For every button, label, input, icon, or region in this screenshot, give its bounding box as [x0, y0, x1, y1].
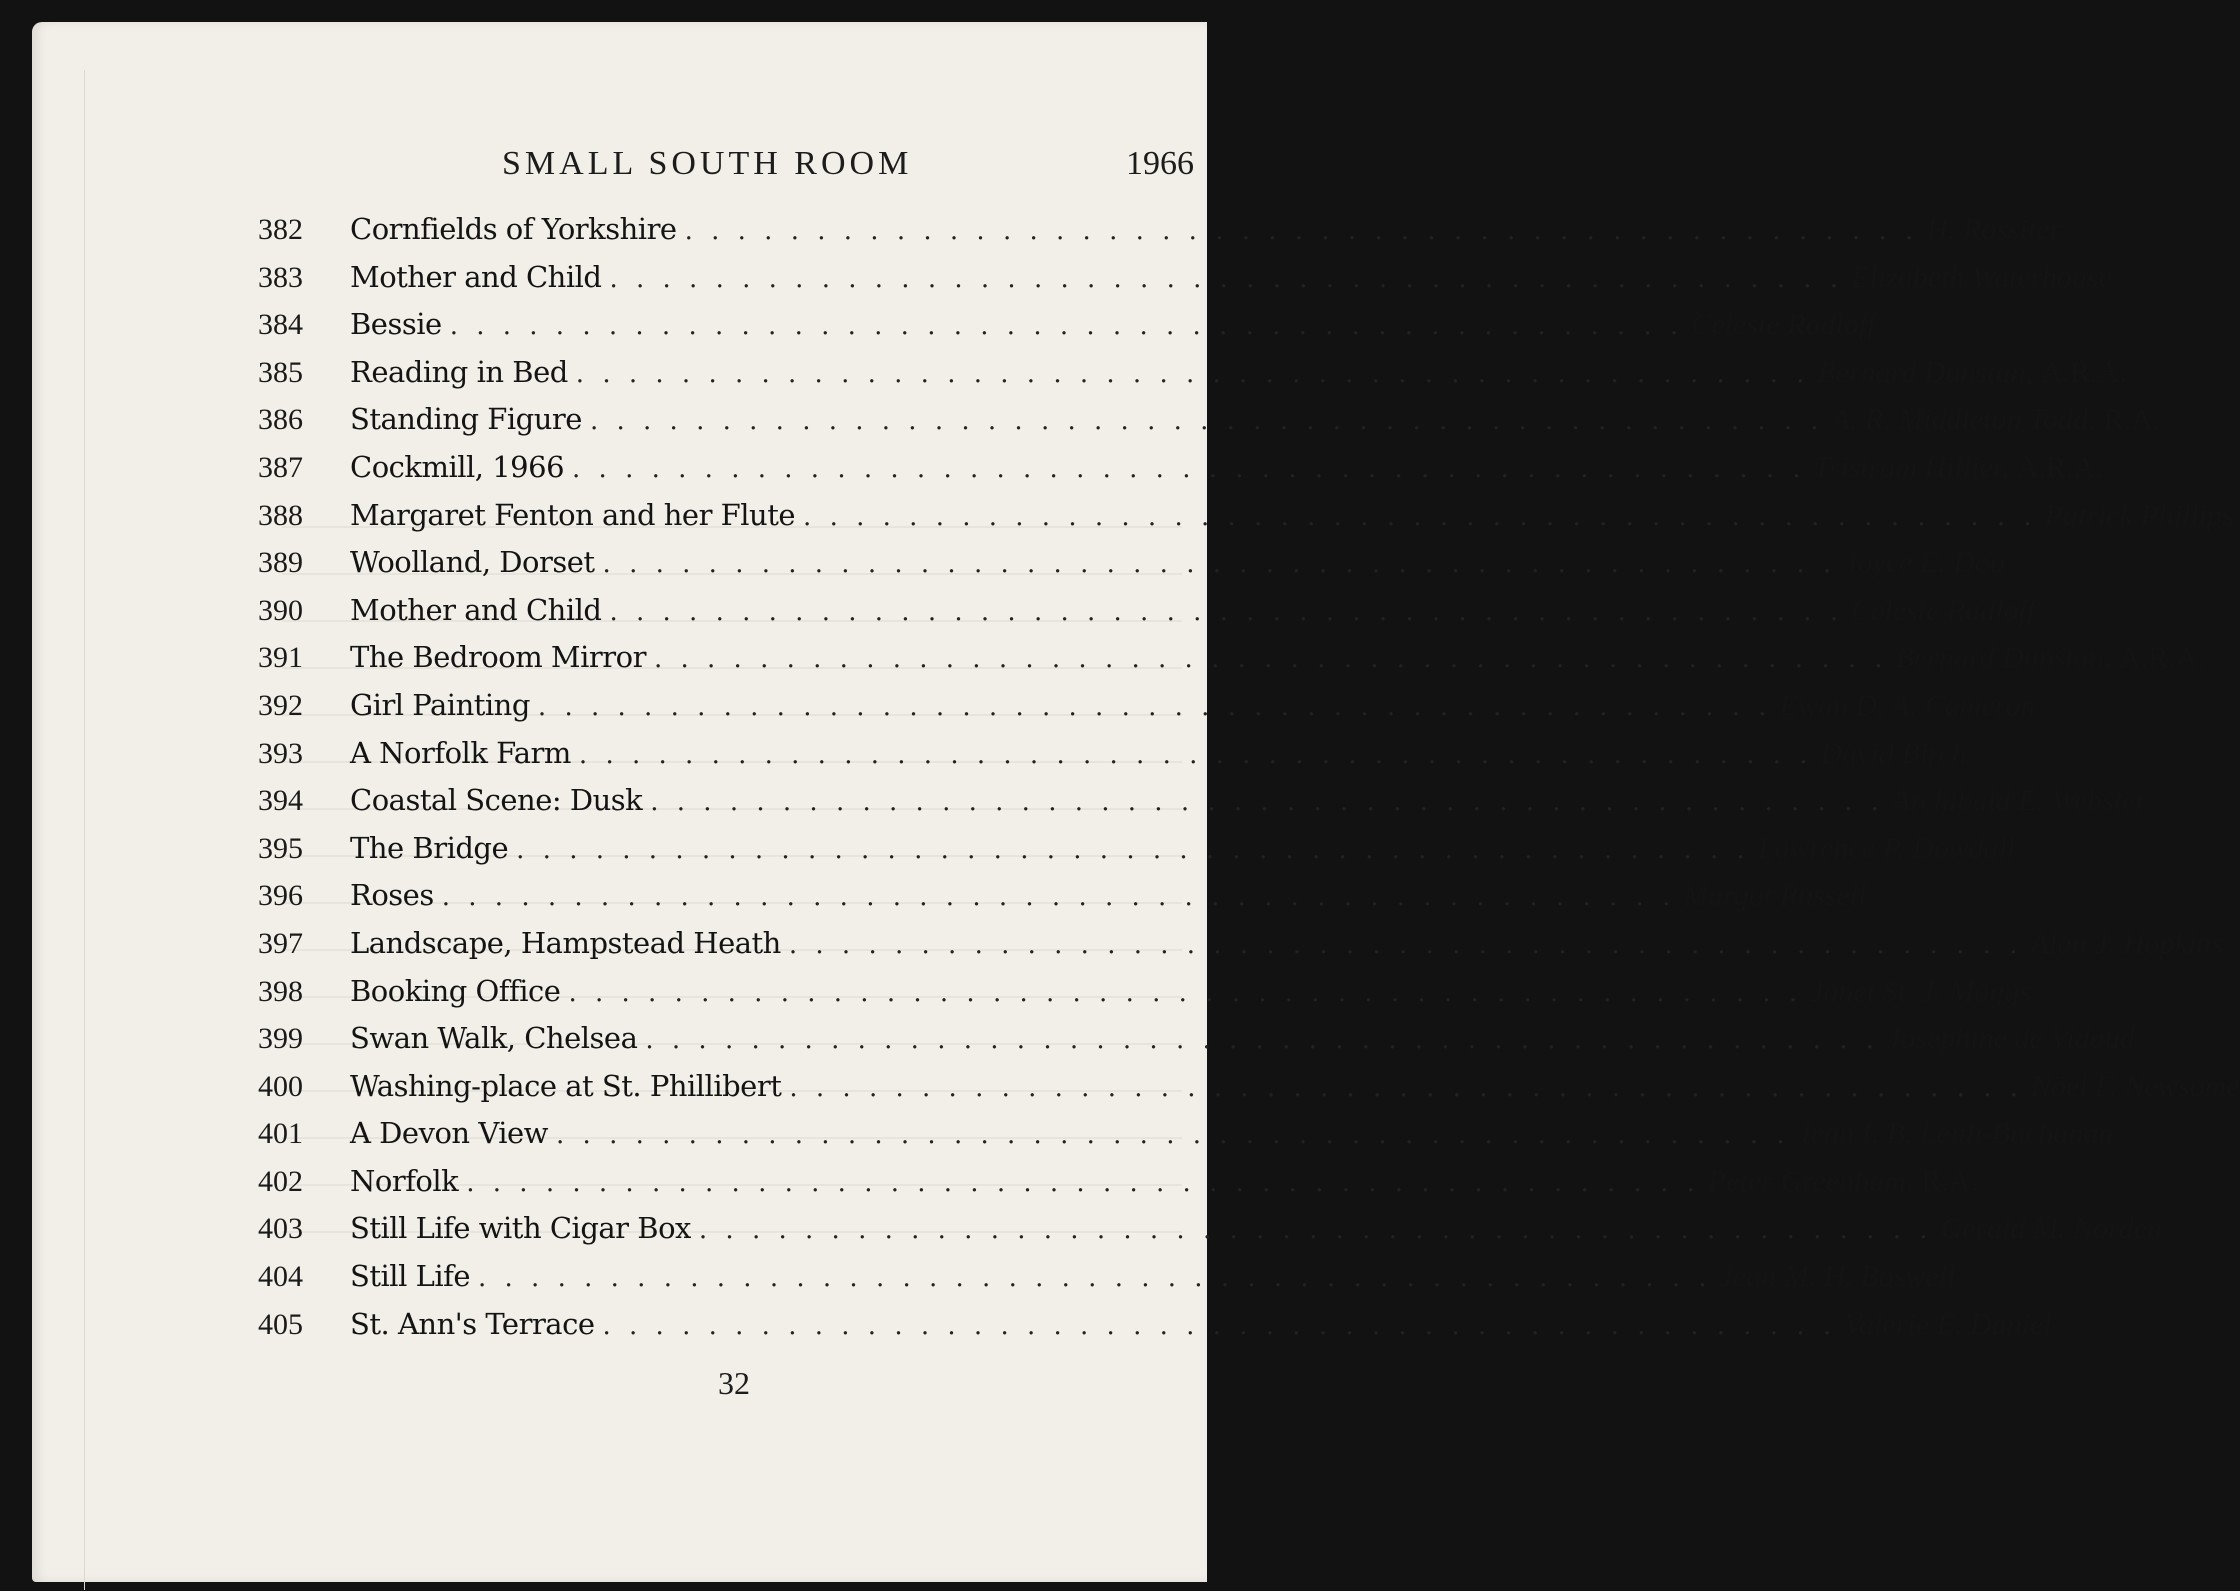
- entry-title: Still Life with Cigar Box: [350, 1211, 691, 1246]
- dot-leader: [568, 978, 1802, 1008]
- entry-title: A Devon View: [350, 1116, 549, 1151]
- catalogue-entry: [258, 830, 2016, 879]
- entry-artist: H. Rossiter: [1926, 213, 2062, 246]
- entry-number: 397: [258, 926, 303, 960]
- entry-number: 398: [258, 974, 303, 1008]
- entry-title: Mother and Child: [350, 259, 602, 294]
- entry-number: 395: [258, 831, 303, 865]
- dot-leader: [466, 1168, 1700, 1198]
- dot-leader: [699, 1215, 1933, 1245]
- catalogue-entry: [258, 449, 2103, 498]
- entry-number: 402: [258, 1164, 303, 1198]
- room-heading: SMALL SOUTH ROOM: [502, 145, 913, 182]
- entry-artist-honour: A.R.A.: [2016, 450, 2103, 484]
- entry-title: Mother and Child: [350, 592, 602, 627]
- catalogue-entry: [258, 735, 1967, 784]
- entry-number: 390: [258, 593, 303, 627]
- entry-number: 382: [258, 213, 303, 246]
- entry-number: 394: [258, 784, 303, 818]
- dot-leader: [603, 549, 1837, 579]
- dot-leader: [789, 1073, 2023, 1103]
- entry-number: 405: [258, 1307, 303, 1341]
- entry-number: 383: [258, 260, 303, 294]
- catalogue-entry: [258, 640, 2205, 688]
- entry-number: 388: [258, 498, 303, 532]
- entry-artist: Margot Russell: [1683, 879, 1867, 913]
- entry-title: Still Life: [350, 1259, 470, 1294]
- entry-title: Bessie: [350, 307, 442, 342]
- entry-artist-honour: A.R.A.: [2040, 355, 2127, 389]
- catalogue-entry: [258, 925, 2223, 974]
- entry-title: Margaret Fenton and her Flute: [350, 497, 796, 532]
- entry-title: Swan Walk, Chelsea: [350, 1021, 638, 1056]
- entry-title: Cornfields of Yorkshire: [350, 212, 677, 246]
- entry-artist: Joyce E. Doo: [1844, 546, 2005, 580]
- dot-leader: [609, 264, 1843, 294]
- entry-artist: Gerald M. Norden: [1940, 1212, 2162, 1246]
- catalogue-entry: [258, 545, 2005, 593]
- dot-leader: [603, 1311, 1837, 1341]
- entry-number: 387: [258, 450, 303, 484]
- entry-number: 396: [258, 879, 303, 913]
- dot-leader: [645, 1025, 1879, 1055]
- entry-artist: Elizabeth Waterhouse: [1851, 260, 2112, 294]
- entry-number: 404: [258, 1260, 303, 1294]
- page-number: 32: [718, 1365, 750, 1401]
- dot-leader: [538, 692, 1772, 722]
- page-edge-shadow: [84, 70, 85, 1590]
- catalogue-entry: [258, 687, 2036, 736]
- entry-number: 403: [258, 1212, 303, 1246]
- catalogue-entry: [258, 1259, 1956, 1307]
- entry-artist: A. R. Middleton Todd,: [1831, 403, 2096, 437]
- entry-number: 391: [258, 641, 303, 675]
- catalogue-entry: [258, 354, 2127, 403]
- entry-artist: Nöel F. Newsome: [2030, 1069, 2240, 1103]
- entry-title: Woolland, Dorset: [350, 545, 595, 580]
- entry-artist: Bernard Dunstan,: [1817, 355, 2033, 389]
- year-heading: 1966: [1126, 145, 1194, 182]
- dot-leader: [803, 502, 2037, 532]
- entry-number: 389: [258, 546, 303, 580]
- entry-number: 393: [258, 736, 303, 770]
- entry-title: Cockmill, 1966: [350, 449, 565, 484]
- catalogue-entry: [258, 973, 2031, 1022]
- catalogue-entry: [258, 259, 2112, 308]
- catalogue-entry: [258, 1068, 2240, 1117]
- entry-artist: David Birch: [1820, 736, 1967, 770]
- entry-title: Roses: [350, 878, 434, 913]
- dot-leader: [789, 930, 2023, 960]
- catalogue-entry: [258, 212, 2062, 260]
- entry-number: 385: [258, 355, 303, 389]
- entry-artist: Alan J. Hopkins: [2030, 926, 2223, 960]
- entry-title: Washing-place at St. Phillibert: [350, 1068, 782, 1103]
- entry-title: Norfolk: [350, 1163, 459, 1198]
- catalogue-entry: [258, 592, 2036, 641]
- entry-number: 392: [258, 688, 303, 722]
- entry-title: The Bedroom Mirror: [350, 640, 646, 675]
- entry-artist: Archibald E. Webster: [1891, 784, 2148, 818]
- entry-artist-honour: A.R.A.: [2119, 641, 2205, 675]
- catalogue-entry: [258, 1163, 1979, 1212]
- catalogue-entry: [258, 497, 2234, 546]
- entry-artist: Jean I. B. Leith-Buchanan: [1797, 1117, 2114, 1151]
- dot-leader: [556, 1120, 1790, 1150]
- dot-leader: [685, 216, 1919, 246]
- dot-leader: [450, 311, 1684, 341]
- entry-artist: Lawrence P. Dowdall: [1757, 831, 2016, 865]
- entry-number: 384: [258, 308, 303, 342]
- entry-title: Booking Office: [350, 973, 561, 1008]
- catalogue-entry: [258, 1116, 2114, 1164]
- entry-title: A Norfolk Farm: [350, 735, 571, 770]
- dot-leader: [654, 644, 1888, 674]
- entry-artist: Patrick Phillips: [2044, 498, 2234, 532]
- dot-leader: [478, 1263, 1712, 1293]
- dot-leader: [609, 597, 1843, 627]
- dot-leader: [572, 454, 1806, 484]
- entry-artist-honour: R.A.: [2103, 403, 2161, 437]
- entry-artist: Peter Greenham,: [1707, 1164, 1914, 1198]
- catalogue-page: [32, 22, 2240, 1582]
- entry-artist: Valerie E. Daniel: [1844, 1307, 2052, 1341]
- dot-leader: [442, 882, 1676, 912]
- entry-artist: Ewan D. A. Cameron: [1779, 688, 2036, 722]
- entry-artist-honour: R.A.: [1921, 1164, 1979, 1198]
- entry-number: 386: [258, 403, 303, 437]
- entry-artist: Celeste Radloff: [1851, 593, 2036, 627]
- entry-number: 400: [258, 1069, 303, 1103]
- catalogue-entry: [258, 1306, 2052, 1355]
- dot-leader: [650, 787, 1884, 817]
- catalogue-entry: [258, 402, 2161, 450]
- entry-title: Reading in Bed: [350, 354, 568, 389]
- entry-title: Girl Painting: [350, 687, 530, 722]
- entry-artist: Janet St. J. Maggs: [1810, 974, 2031, 1008]
- catalogue-entry: [258, 1211, 2162, 1259]
- entry-artist: Jean M. H. Boswell: [1719, 1260, 1956, 1294]
- entry-title: Standing Figure: [350, 402, 582, 437]
- entry-title: Coastal Scene: Dusk: [350, 783, 643, 818]
- entry-title: The Bridge: [350, 830, 509, 865]
- entry-artist: Bernard Dunstan,: [1895, 641, 2112, 675]
- dot-leader: [516, 835, 1750, 865]
- dot-leader: [579, 740, 1813, 770]
- entry-artist: Celeste Radloff: [1691, 308, 1876, 342]
- entry-list: [258, 212, 2240, 1354]
- catalogue-entry: [258, 783, 2148, 831]
- catalogue-entry: [258, 307, 1876, 355]
- entry-title: Landscape, Hampstead Heath: [350, 925, 781, 960]
- dot-leader: [576, 359, 1810, 389]
- entry-title: St. Ann's Terrace: [350, 1306, 595, 1341]
- catalogue-entry: [258, 1021, 2135, 1069]
- catalogue-entry: [258, 878, 1867, 926]
- entry-artist: Tristram Hillier,: [1813, 450, 2009, 484]
- dot-leader: [590, 406, 1824, 436]
- entry-artist: Josephine de Vidaud: [1887, 1022, 2135, 1056]
- entry-number: 399: [258, 1022, 303, 1056]
- entry-number: 401: [258, 1117, 303, 1151]
